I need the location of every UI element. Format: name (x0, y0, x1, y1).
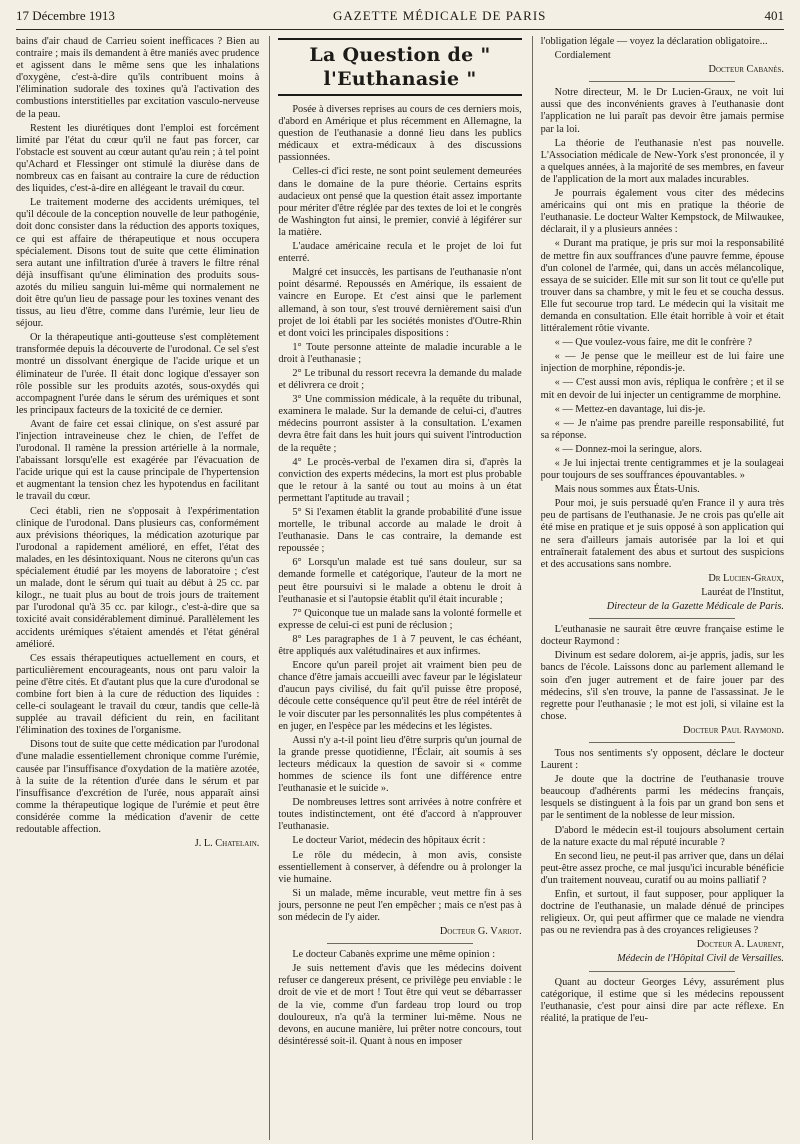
paragraph: Restent les diurétiques dont l'emploi est forcément limité par l'état du cœur qu'il ne faut pas forcer, car l'obstacle est souvent au cœur autant qu'au rein ; à tel point qu'Achard et Flessinger ont stimulé la diurèse dans de nombreux cas en faisant au contraire la cure de réduction des liquides, c'est-à-dire en allégeant le travail du cœur. (16, 122, 260, 195)
paragraph: Encore qu'un pareil projet ait vraiment bien peu de chance d'être jamais accueilli avec faveur par le législateur d'aucun pays civilisé, du fait qu'il puisse être proposé, découle cette conséquence qu'il peut être de réel intérêt de le voir discuter par les personnalités les plus compétentes à en juger, en l'espèce par les médecins et les légistes. (278, 660, 522, 732)
paragraph: Disons tout de suite que cette médication par l'urodonal d'une maladie essentiellement chronique comme l'urémie, causée par l'insuffisance d'oxydation de la matière azotée, à la suite de la rétention d'urée dans le sérum et par l'insuffisance d'excrétion de l'urée, nous apparaît ainsi comme la thérapeutique logique de l'urémie et peut être considérée comme la médication d'avenir de cette redoutable affection. (16, 739, 260, 835)
quote-paragraph: « Durant ma pratique, je pris sur moi la responsabilité de mettre fin aux souffrances d'une pauvre femme, épouse d'un colonel de l'armée, qui, dans un accès mélancolique, essaya de se suicider. Elle mit sur son lit tout ce qu'elle put trouver dans sa chambre, y mit le feu et se coucha dessus. Elle fut secourue trop tard. Le médecin qui la visitait me demanda en consultation. Elle était horrible à voir et était littéralement rôtie vivante. (540, 238, 784, 335)
law-article: 5° Si l'examen établit la grande probabilité d'une issue mortelle, le tribunal accorde au malade le droit à l'euthanasie. Dans le cas contraire, la demande est repoussée ; (278, 507, 522, 555)
paragraph: Cordialement (554, 50, 611, 62)
author-title: Directeur de la Gazette Médicale de Paris. (606, 601, 784, 613)
paragraph: En second lieu, ne peut-il pas arriver que, dans un délai peut-être assez proche, ce mal jusqu'ici incurable bénéficie d'un traitement nouveau, curatif ou au moins palliatif ? (540, 850, 784, 886)
paragraph: Malgré cet insuccès, les partisans de l'euthanasie n'ont point désarmé. Repoussés en Amérique, ils essaient de vaincre en Europe. Et c'est ainsi que le parlement allemand, à son tour, s'est trouvé dernièrement saisi d'un projet de loi établi par les sociétés monistes d'Outre-Rhin et dont voici les principales dispositions : (278, 267, 522, 339)
law-article: 8° Les paragraphes de 1 à 7 peuvent, le cas échéant, être appliqués aux valétudinaires et aux infirmes. (278, 633, 522, 658)
paragraph: Quant au docteur Georges Lévy, assurément plus catégorique, il estime que si les médecins repoussent l'euthanasie, c'est pour ainsi dire par acte réflexe. En réalité, la pratique de l'eu- (540, 976, 784, 1024)
divider (589, 971, 735, 972)
law-article: 4° Le procès-verbal de l'examen dira si, d'après la conviction des experts médecins, la mort est plus probable que le retour à la santé ou tout au moins à un état permettant l'aptitude au travail ; (278, 456, 522, 504)
author-signature: J. L. Chatelain. (194, 838, 260, 850)
page-number: 401 (764, 8, 784, 23)
journal-title: GAZETTE MÉDICALE DE PARIS (333, 8, 547, 23)
paragraph: Si un malade, même incurable, veut mettre fin à ses jours, personne ne peut l'en empêcher ; mais ce n'est pas à son médecin de l'y aider. (278, 887, 522, 923)
paragraph: La théorie de l'euthanasie n'est pas nouvelle. L'Association médicale de New-York s'est prononcée, il y a quelques années, à la majorité de ses membres, en faveur de l'application de la mort aux malades incurables. (540, 137, 784, 185)
author-signature: Docteur Paul Raymond. (682, 724, 784, 736)
law-article: 3° Une commission médicale, à la requête du tribunal, examinera le malade. Sur la demande de celui-ci, d'autres médecins pourront assister à la consultation. L'examen devra être fait dans les huit jours qui suivent l'introduction de la requête ; (278, 394, 522, 454)
paragraph: Le rôle du médecin, à mon avis, consiste essentiellement à conserver, à défendre ou à prolonger la vie humaine. (278, 849, 522, 885)
paragraph: Le docteur Cabanès exprime une même opinion : (292, 949, 496, 961)
paragraph: Je pourrais également vous citer des médecins américains qui ont mis en pratique la théorie de l'euthanasie. Le docteur Walter Kempstock, de Milwaukee, déclarait, il y a plusieurs années : (540, 188, 784, 236)
law-article: 7° Quiconque tue un malade sans la volonté formelle et expresse de celui-ci est puni de réclusion ; (278, 607, 522, 631)
paragraph: Le docteur Variot, médecin des hôpitaux écrit : (292, 835, 486, 847)
law-article: 6° Lorsqu'un malade est tué sans douleur, sur sa demande formelle et catégorique, l'auteur de la mort ne peut être poursuivi si le malade a obtenu le droit à l'euthanasie et si l'autopsie établit qu'il était incurable ; (278, 557, 522, 605)
paragraph: Mais nous sommes aux États-Unis. (554, 484, 700, 496)
paragraph: L'audace américaine recula et le projet de loi fut enterré. (278, 241, 522, 265)
author-signature: Docteur G. Variot. (439, 926, 522, 938)
paragraph: Or la thérapeutique anti-goutteuse s'est complètement transformée depuis la découverte de l'urodonal. Ce sel s'est montré un dissolvant énergique de l'acide urique et un éliminateur de l'urée. Il était donc logique d'essayer son rôle possible sur les produits azotés, sous-oxydés qui accompagnent l'urée dans le sérum des urémiques et sont les principaux facteurs de la toxicité de ce dernier. (16, 332, 260, 416)
paragraph: Celles-ci d'ici reste, ne sont point seulement demeurées dans le domaine de la pure théorie. Certains esprits audacieux ont pensé que la question était assez importante pour mériter d'être réglée par des textes de loi et le congrès de Washington fut ainsi, le premier, convié à légiférer sur la matière. (278, 166, 522, 238)
quote-paragraph: « Je lui injectai trente centigrammes et je la soulageai pour toujours de ses souffrances épouvantables. » (540, 458, 784, 482)
quote-paragraph: « — Que voulez-vous faire, me dit le confrère ? (554, 337, 752, 349)
issue-date: 17 Décembre 1913 (16, 8, 115, 23)
author-signature: Docteur Cabanès. (708, 64, 784, 76)
law-article: 1° Toute personne atteinte de maladie incurable a le droit à l'euthanasie ; (278, 341, 522, 365)
quote-paragraph: « — Donnez-moi la seringue, alors. (554, 443, 702, 455)
page-header (16, 8, 784, 30)
author-signature: Docteur A. Laurent, (696, 939, 784, 951)
divider (589, 618, 735, 619)
column-middle (269, 36, 521, 1140)
paragraph: Avant de faire cet essai clinique, on s'est assuré par l'injection intraveineuse chez le chien, de l'effet de l'urodonal. Il ramène la pression artérielle à la normale, l'abaissant lorsqu'elle est exagérée par l'évacuation de l'acide urique qui est la cause principale de l'hypertension et augmentant la tension chez les hypotendus en facilitant le travail du cœur. (16, 418, 260, 503)
paragraph: Le traitement moderne des accidents urémiques, tel qu'il découle de la conception nouvelle de leur pathogénie, doit donc consister dans la réduction des apports toxiques, ce qui est affaire de thérapeutique et nous occupera spécialement. Disons tout de suite que cette élimination sera autant une infiltration d'urée à travers le filtre rénal déjà insuffisant qu'une élimination des produits sous-azotés du milieu sanguin lui-même qui normalement ne doit être qu'un lieu de passage pour les toxines venant des tissus, au lieu d'être, comme dans l'urémie, leur lieu de séjour. (16, 197, 260, 330)
paragraph: l'obligation légale — voyez la déclaration obligatoire... (540, 36, 768, 47)
divider (589, 81, 735, 82)
paragraph: Tous nos sentiments s'y opposent, déclare le docteur Laurent : (540, 747, 784, 772)
paragraph: Ces essais thérapeutiques actuellement en cours, et particulièrement encourageants, nous ont paru valoir la peine d'être cités. Et d'autant plus que la cure d'urodonal se combine fort bien à la cure de réduction des liquides : celle-ci soulageant le travail du cœur, tandis que celle-là supplée au travail déficient du rein, en facilitant l'élimination des toxines de l'organisme. (16, 652, 260, 737)
paragraph: Je suis nettement d'avis que les médecins doivent refuser ce dangereux présent, ce privilège peu enviable : le droit de vie et de mort ! Tout être qui veut se débarrasser de la vie, comme d'un fardeau trop lourd ou trop douloureux, n'a qu'à la terminer lui-même. Nous ne devons, en aucune manière, lui prêter notre concours, tout désintéressé soit-il. Quant à nous en imposer (278, 963, 522, 1047)
column-left (16, 36, 259, 1140)
paragraph: De nombreuses lettres sont arrivées à notre confrère et toutes indistinctement, ont été d'accord à n'approuver l'euthanasie. (278, 797, 522, 833)
paragraph: Divinum est sedare dolorem, ai-je appris, jadis, sur les bancs de l'école. Laissons donc au parlement allemand le soin d'en juger autrement et de faire jouer par des médecins, s'il s'en trouve, la panne de l'assassinat. Je le regrette pour l'euthanasie ; le mot est joli, si vilaine est la chose. (540, 650, 784, 722)
paragraph: L'euthanasie ne saurait être œuvre française estime le docteur Raymond : (540, 624, 784, 648)
quote-paragraph: « — Mettez-en davantage, lui dis-je. (554, 403, 706, 415)
paragraph: Ceci établi, rien ne s'opposait à l'expérimentation clinique de l'urodonal. Dans plusieurs cas, conformément aux prévisions théoriques, la médication azoturique par l'urodonal a rapidement amélioré, en effet, l'état des malades, en les désintoxiquant. Nous ne citerons qu'un cas spécialement étudié par les moyens de laboratoire ; c'est un malade, dont le sérum qui tuait au début à 25 cc. par kilogr., ne tuait plus au bout de trois jours de traitement par l'urodonal qu'à 35 cc. par kilogr., c'est-à-dire que sa toxicité avait considérablement diminué. Parallèlement les accidents urémiques s'étaient amendés et l'état général amélioré. (16, 505, 260, 650)
column-right (532, 36, 784, 1140)
quote-paragraph: « — C'est aussi mon avis, répliqua le confrère ; et il se mit en devoir de lui injecter un centigramme de morphine. (540, 377, 784, 401)
law-article: 2° Le tribunal du ressort recevra la demande du malade et délivrera ce droit ; (278, 367, 522, 392)
paragraph: Enfin, et surtout, il faut supposer, pour appliquer la doctrine de l'euthanasie, un malade dénué de principes religieux. Or, qui peut affirmer que ce malade ne viendra pas ou ne reviendra pas à des croyances religieuses ? (540, 889, 784, 937)
author-title: Lauréat de l'Institut, (701, 586, 784, 598)
paragraph: bains d'air chaud de Carrieu soient inefficaces ? Bien au contraire ; mais ils demandent à être maniés avec prudence et agissent dans le même sens que les inhalations d'oxygène, c'est-à-dire qu'ils contribuent moins à l'élimination sudorale des toxines qu'à l'activation des combustions interstitielles par excitation vasculo-nerveuse de la peau. (16, 36, 260, 120)
quote-paragraph: « — Je pense que le meilleur est de lui faire une injection de morphine, répondis-je. (540, 351, 784, 375)
paragraph: Posée à diverses reprises au cours de ces derniers mois, d'abord en Amérique et plus récemment en Allemagne, la question de l'euthanasie a donné lieu dans les publics médicaux et extra-médicaux à des discussions passionnées. (278, 104, 522, 164)
paragraph: Pour moi, je suis persuadé qu'en France il y aura très peu de partisans de l'euthanasie. Je ne crois pas qu'elle ait été mise en pratique et je suis opposé à son application qui ne sera d'ailleurs jamais autorisée par la loi et qui entraînerait fatalement des abus et surtout des suspicions et des accusations sans nombre. (540, 498, 784, 570)
divider (327, 943, 473, 944)
author-signature: Dr Lucien-Graux, (708, 572, 784, 584)
author-title: Médecin de l'Hôpital Civil de Versailles. (617, 953, 784, 965)
paragraph: Aussi n'y a-t-il point lieu d'être surpris qu'un journal de la grande presse quotidienne, l'Éclair, ait soumis à ses lecteurs médicaux la question de savoir si « comme hommes de science ils font une différence entre l'euthanasie et le suicide ». (278, 734, 522, 795)
paragraph: D'abord le médecin est-il toujours absolument certain de la nature exacte du mal réputé incurable ? (540, 824, 784, 848)
paragraph: Notre directeur, M. le Dr Lucien-Graux, ne voit lui aussi que des inconvénients graves à l'euthanasie dont l'application ne lui paraît pas devoir être jamais permise par la loi. (540, 87, 784, 135)
article-headline: La Question de " l'Euthanasie " (278, 38, 521, 96)
paragraph: Je doute que la doctrine de l'euthanasie trouve beaucoup d'adhérents parmi les médecins français, lesquels se distinguent à la fois par un grand bon sens et par le sentiment de la noblesse de leur mission. (540, 774, 784, 822)
divider (589, 742, 735, 743)
quote-paragraph: « — Je n'aime pas prendre pareille responsabilité, fut sa réponse. (540, 417, 784, 441)
